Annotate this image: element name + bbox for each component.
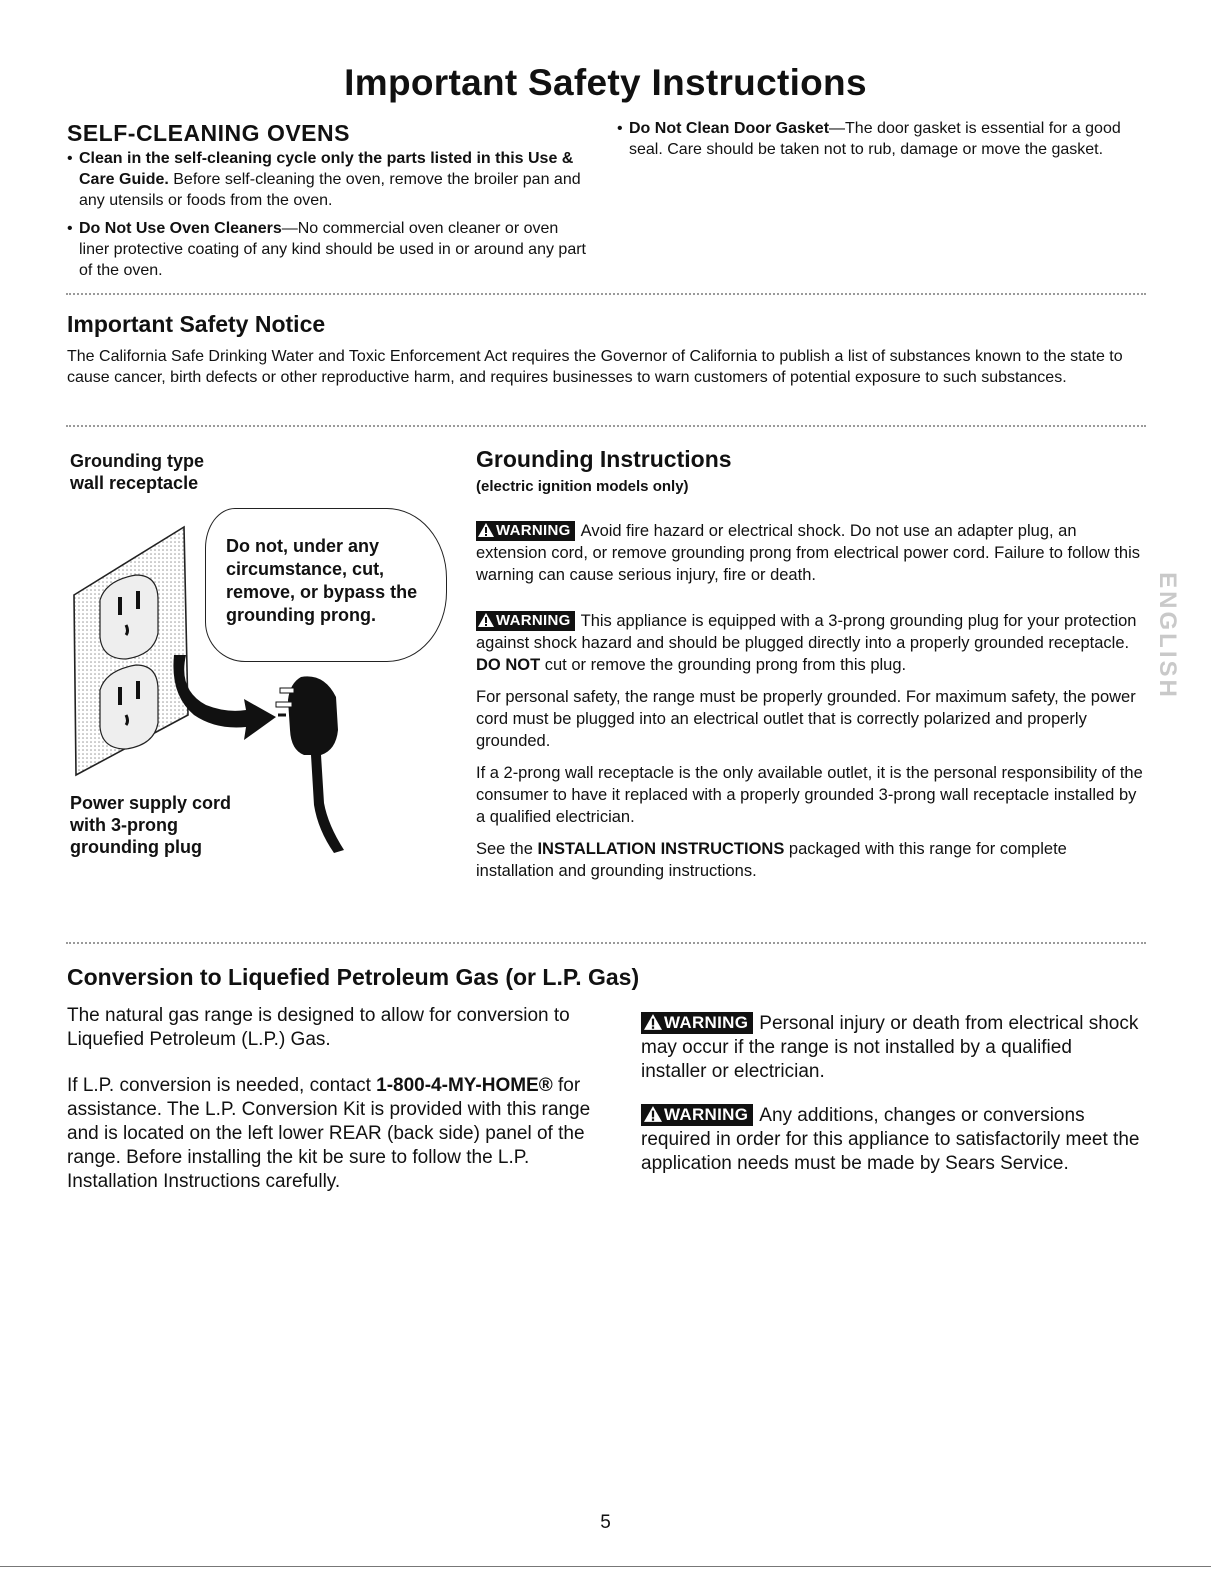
warning-badge: WARNING bbox=[476, 521, 575, 541]
conversion-warning-2: WARNING Any additions, changes or conversions required in order for this appliance to satisfactorily meet the application needs must be made by Sears Service. bbox=[641, 1105, 1140, 1174]
grounding-para-3: See the INSTALLATION INSTRUCTIONS packaged with this range for complete installation and grounding instructions. bbox=[476, 840, 1067, 880]
self-cleaning-list-left bbox=[67, 148, 587, 281]
self-cleaning-heading: SELF-CLEANING OVENS bbox=[67, 120, 350, 146]
page-number: 5 bbox=[600, 1512, 611, 1533]
self-cleaning-item-2: • Do Not Use Oven Cleaners—No commercial oven cleaner or oven liner protective coating of any kind should be used in or around any part of the oven. bbox=[67, 218, 587, 281]
warning-triangle-icon bbox=[644, 1106, 662, 1122]
conversion-para-2: If L.P. conversion is needed, contact 1-800-4-MY-HOME® for assistance. The L.P. Conversion Kit is provided with this range and is located on the left lower REAR (back side) panel of the range. Before installing the kit be sure to follow the L.P. Installation Instructions carefully. bbox=[67, 1075, 591, 1192]
safety-notice-text: The California Safe Drinking Water and Toxic Enforcement Act requires the Governor of California to publish a list of substances known to the state to cause cancer, birth defects or other reproductive harm, and requires businesses to warn customers of potential exposure to such substances. bbox=[67, 348, 1123, 386]
divider-1 bbox=[66, 293, 1146, 295]
conversion-heading: Conversion to Liquefied Petroleum Gas (or L.P. Gas) bbox=[67, 964, 640, 990]
warning-badge: WARNING bbox=[641, 1104, 753, 1126]
self-cleaning-item-3: • Do Not Clean Door Gasket—The door gasket is essential for a good seal. Care should be taken not to rub, damage or move the gasket. bbox=[617, 118, 1137, 160]
self-cleaning-list-right bbox=[617, 118, 1137, 160]
bottom-rule bbox=[0, 1566, 1211, 1567]
page-title: Important Safety Instructions bbox=[344, 62, 867, 103]
warning-badge: WARNING bbox=[641, 1012, 753, 1034]
figure-label-receptacle: Grounding type wall receptacle bbox=[70, 451, 204, 493]
divider-2 bbox=[66, 425, 1146, 427]
grounding-heading: Grounding Instructions bbox=[476, 446, 732, 472]
grounding-para-1: For personal safety, the range must be properly grounded. For maximum safety, the power cord must be plugged into an electrical outlet that is correctly polarized and properly grounded. bbox=[476, 688, 1136, 750]
divider-3 bbox=[66, 942, 1146, 944]
self-cleaning-item-1: • Clean in the self-cleaning cycle only the parts listed in this Use & Care Guide. Before self-cleaning the oven, remove the broiler pan and any utensils or foods from the oven. bbox=[67, 148, 587, 211]
callout-bubble bbox=[205, 508, 447, 662]
grounding-warning-1: WARNING Avoid fire hazard or electrical shock. Do not use an adapter plug, an extension cord, or remove grounding prong from electrical power cord. Failure to follow this warning can cause serious injury, fire or death. bbox=[476, 522, 1140, 584]
warning-badge: WARNING bbox=[476, 611, 575, 631]
conversion-left bbox=[67, 1004, 617, 1194]
conversion-right bbox=[641, 1012, 1141, 1176]
grounding-warning-2: WARNING This appliance is equipped with a 3-prong grounding plug for your protection against shock hazard and should be plugged directly into a properly grounded receptacle. DO NOT cut or remove the grounding prong from this plug. bbox=[476, 612, 1137, 674]
warning-triangle-icon bbox=[478, 523, 494, 537]
language-side-tab: ENGLISH bbox=[1154, 572, 1181, 700]
grounding-para-2: If a 2-prong wall receptacle is the only available outlet, it is the personal responsibility of the consumer to have it replaced with a properly grounded 3-prong wall receptacle installed by a qualified electrician. bbox=[476, 764, 1143, 826]
safety-notice-heading: Important Safety Notice bbox=[67, 311, 326, 337]
callout-text: Do not, under any circumstance, cut, remove, or bypass the grounding prong. bbox=[226, 536, 418, 625]
conversion-warning-1: WARNING Personal injury or death from electrical shock may occur if the range is not installed by a qualified installer or electrician. bbox=[641, 1013, 1139, 1082]
figure-label-cord: Power supply cord with 3-prong grounding plug bbox=[70, 793, 232, 857]
grounding-subheading: (electric ignition models only) bbox=[476, 478, 689, 495]
grounding-body bbox=[476, 520, 1144, 882]
conversion-para-1: The natural gas range is designed to allow for conversion to Liquefied Petroleum (L.P.) Gas. bbox=[67, 1005, 570, 1050]
warning-triangle-icon bbox=[478, 613, 494, 627]
warning-triangle-icon bbox=[644, 1014, 662, 1030]
